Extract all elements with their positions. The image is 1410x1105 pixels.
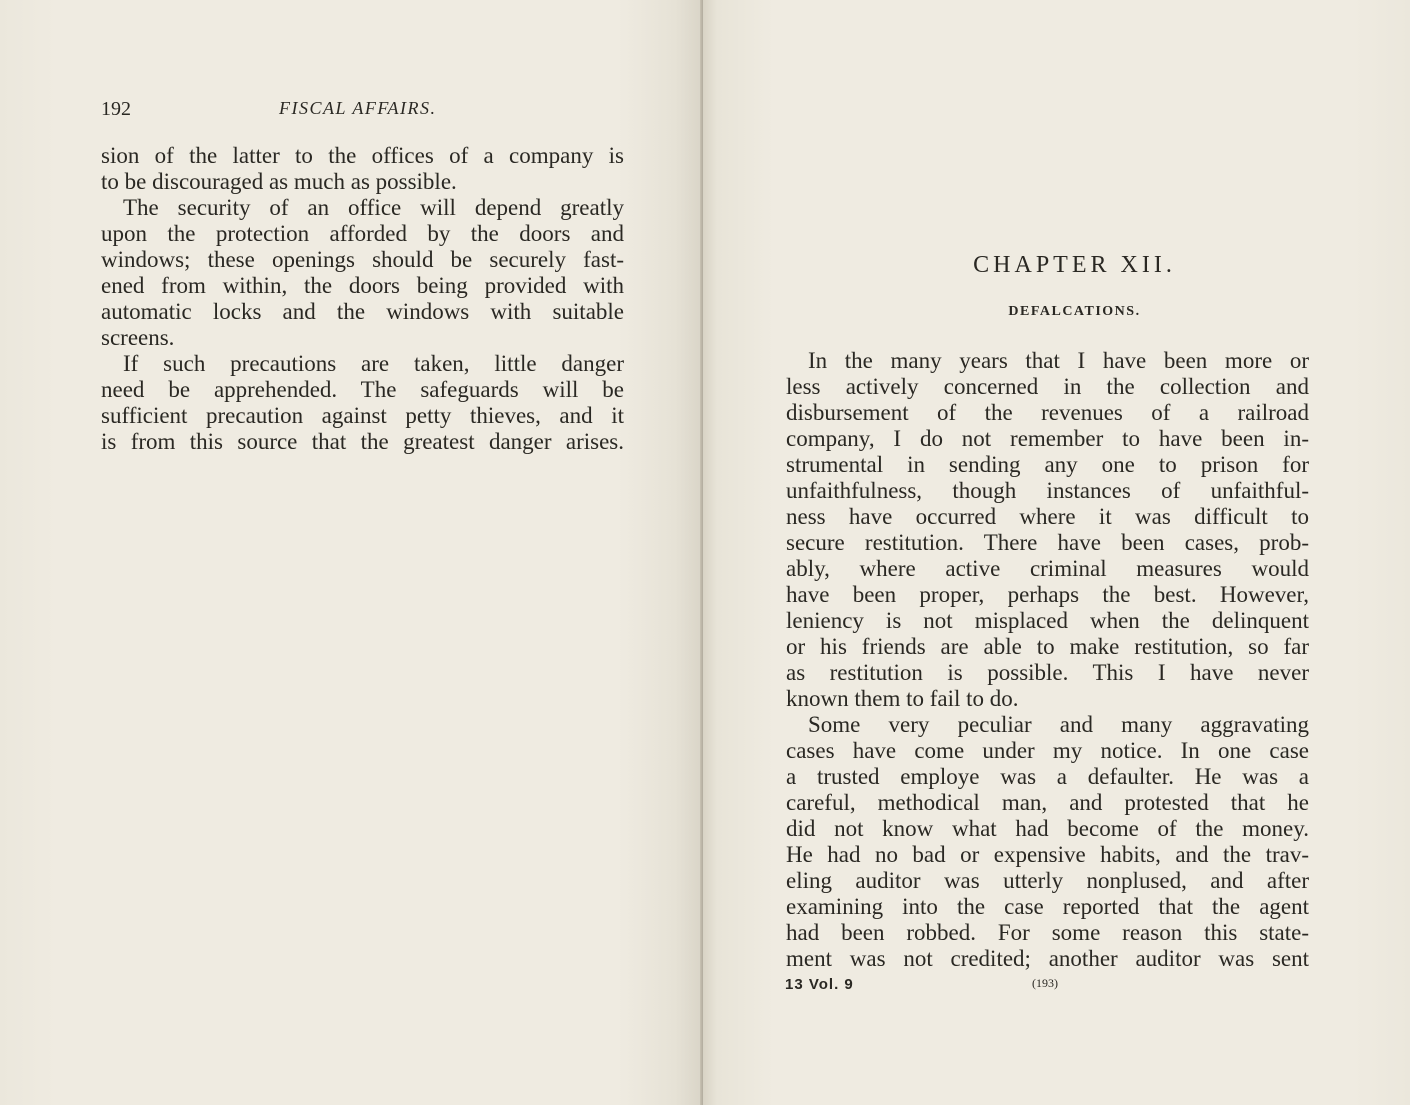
- text-line: The security of an office will depend greatly: [123, 195, 624, 220]
- left-body-text: [101, 143, 624, 455]
- text-line: cases have come under my notice. In one case: [786, 738, 1309, 763]
- text-line: as restitution is possible. This I have never: [786, 660, 1309, 685]
- text-line: ably, where active criminal measures would: [786, 556, 1309, 581]
- text-line: automatic locks and the windows with suitable: [101, 299, 624, 324]
- text-line: to be discouraged as much as possible.: [101, 169, 457, 194]
- signature-mark: 13 Vol. 9: [785, 976, 854, 993]
- left-running-head: [101, 98, 624, 124]
- text-line: or his friends are able to make restitution, so far: [786, 634, 1309, 659]
- text-line: need be apprehended. The safeguards will be: [101, 377, 624, 402]
- text-line: In the many years that I have been more or: [808, 348, 1309, 373]
- text-line: known them to fail to do.: [786, 686, 1019, 711]
- text-line: less actively concerned in the collection and: [786, 374, 1309, 399]
- text-line: Some very peculiar and many aggravating: [808, 712, 1309, 737]
- text-line: examining into the case reported that the agent: [786, 894, 1309, 919]
- left-page-number: 192: [101, 98, 131, 120]
- text-line: screens.: [101, 325, 175, 350]
- text-line: sion of the latter to the offices of a company is: [101, 143, 624, 168]
- right-body-text: [786, 348, 1309, 972]
- text-line: careful, methodical man, and protested that he: [786, 790, 1309, 815]
- text-line: is from this source that the greatest danger arises.: [101, 429, 624, 454]
- text-line: leniency is not misplaced when the delinquent: [786, 608, 1309, 633]
- text-line: If such precautions are taken, little danger: [123, 351, 624, 376]
- text-line: ness have occurred where it was difficult to: [786, 504, 1309, 529]
- text-line: windows; these openings should be securely fast-: [101, 247, 624, 272]
- text-line: disbursement of the revenues of a railroad: [786, 400, 1309, 425]
- chapter-title: CHAPTER XII.: [973, 252, 1176, 278]
- text-line: He had no bad or expensive habits, and the trav-: [786, 842, 1309, 867]
- text-line: secure restitution. There have been cases, prob-: [786, 530, 1309, 555]
- text-line: did not know what had become of the money.: [786, 816, 1309, 841]
- left-page: [0, 0, 703, 1105]
- running-head-title: FISCAL AFFAIRS.: [279, 98, 437, 118]
- text-line: a trusted employe was a defaulter. He was a: [786, 764, 1309, 789]
- text-line: had been robbed. For some reason this state-: [786, 920, 1309, 945]
- text-line: ened from within, the doors being provided with: [101, 273, 624, 298]
- text-line: company, I do not remember to have been in-: [786, 426, 1309, 451]
- right-page-number: (193): [1032, 976, 1058, 990]
- text-line: unfaithfulness, though instances of unfaithful-: [786, 478, 1309, 503]
- chapter-subtitle: DEFALCATIONS.: [1008, 304, 1141, 319]
- text-line: ment was not credited; another auditor was sent: [786, 946, 1309, 971]
- text-line: eling auditor was utterly nonplused, and after: [786, 868, 1309, 893]
- text-line: strumental in sending any one to prison for: [786, 452, 1309, 477]
- text-line: have been proper, perhaps the best. However,: [786, 582, 1309, 607]
- text-line: sufficient precaution against petty thieves, and it: [101, 403, 624, 428]
- text-line: upon the protection afforded by the doors and: [101, 221, 624, 246]
